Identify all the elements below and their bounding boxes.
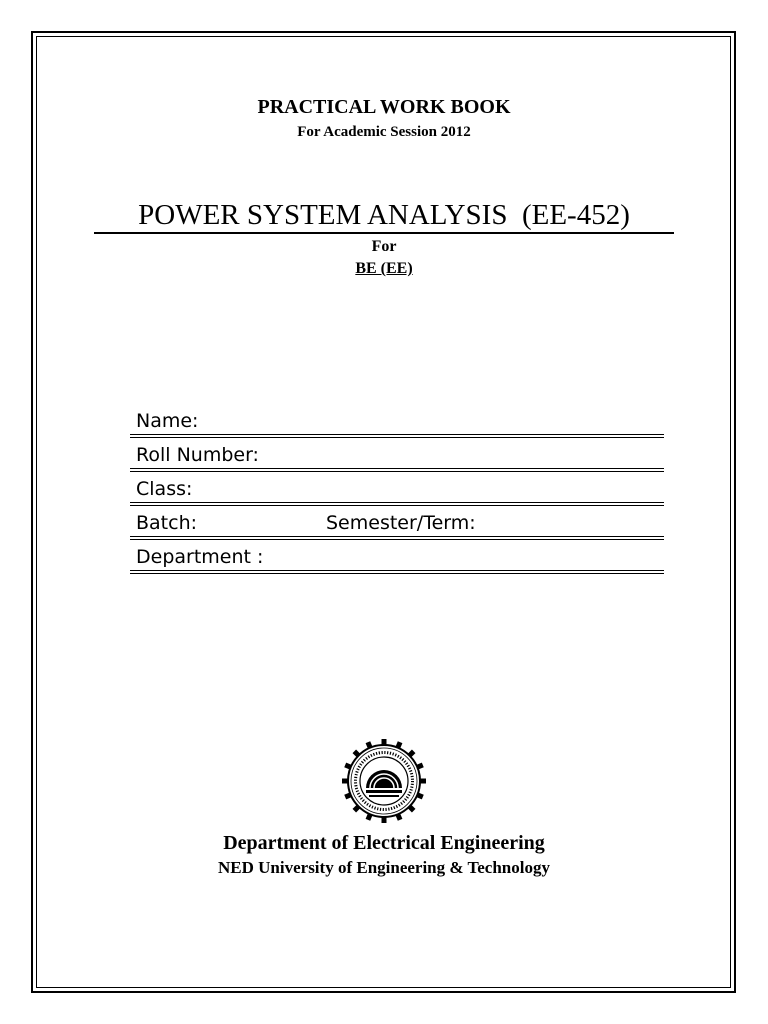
university-name: NED University of Engineering & Technology	[218, 858, 550, 877]
course-title: POWER SYSTEM ANALYSIS (EE-452)	[94, 198, 674, 234]
university-seal-icon	[341, 738, 427, 824]
roll-number-row	[130, 438, 664, 472]
department-row	[130, 540, 664, 574]
batch-row	[130, 506, 664, 540]
class-row	[130, 472, 664, 506]
roll-number-label: Roll Number:	[136, 444, 259, 466]
department-name: Department of Electrical Engineering	[223, 832, 545, 854]
name-label: Name:	[136, 410, 199, 432]
workbook-title: PRACTICAL WORK BOOK	[257, 96, 511, 118]
program-text: BE (EE)	[355, 260, 413, 277]
student-info-form	[130, 404, 664, 574]
class-label: Class:	[136, 478, 193, 500]
department-label: Department :	[136, 546, 264, 568]
semester-label: Semester/Term:	[326, 512, 476, 534]
academic-session: For Academic Session 2012	[297, 124, 471, 140]
batch-label: Batch:	[136, 512, 198, 534]
name-row	[130, 404, 664, 438]
program-label	[0, 260, 768, 278]
for-label: For	[371, 238, 397, 255]
